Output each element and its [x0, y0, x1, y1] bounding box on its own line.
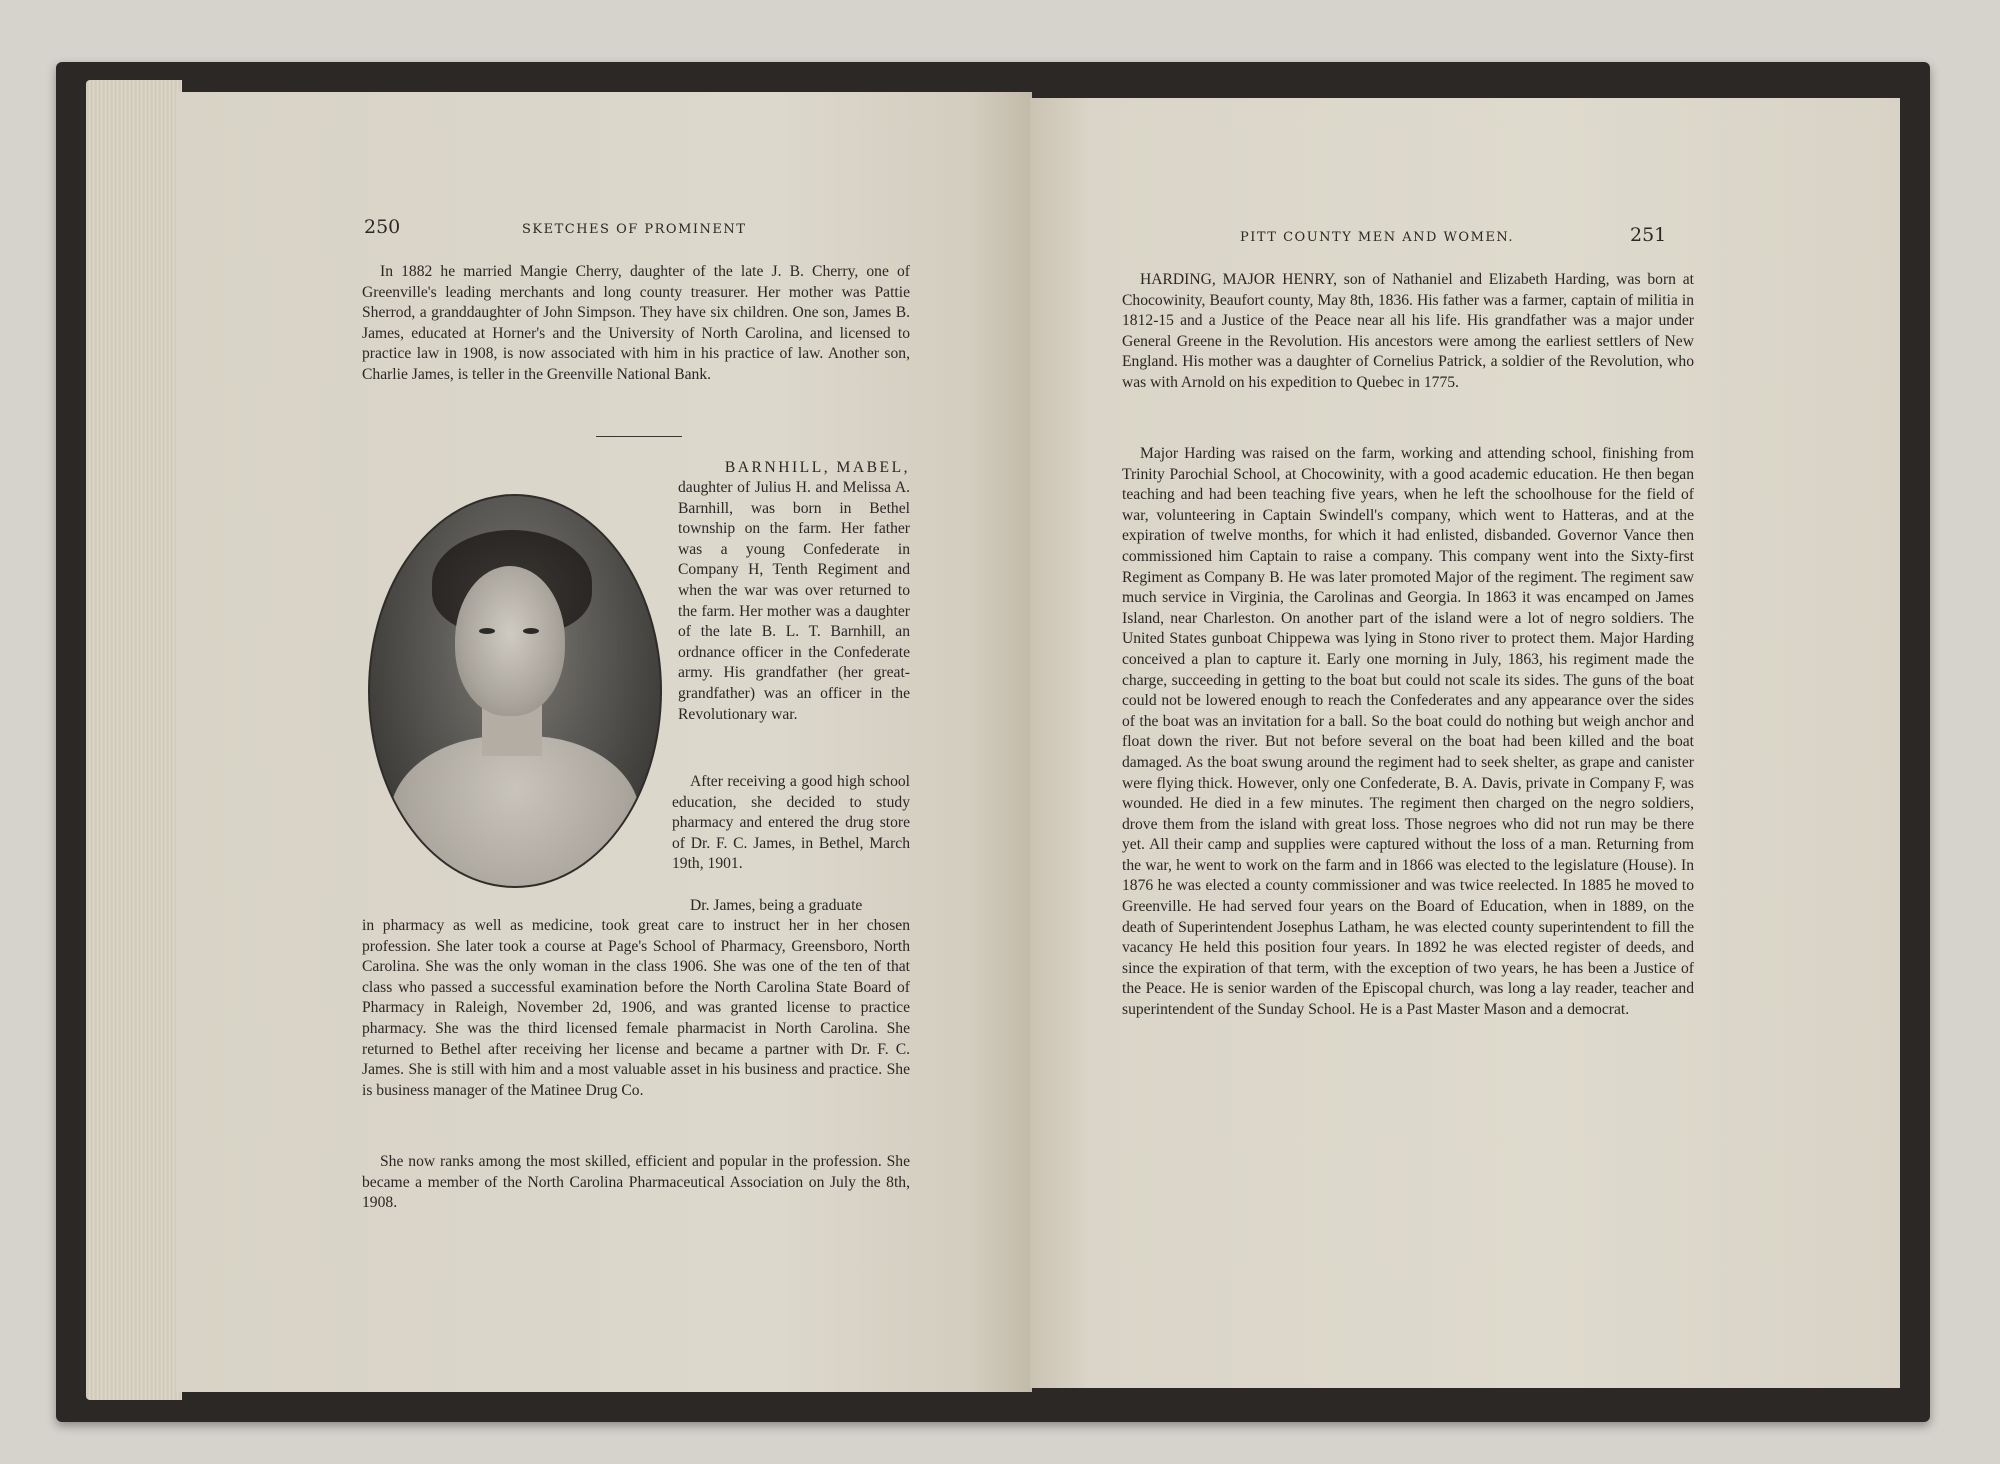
- paragraph: In 1882 he married Mangie Cherry, daughter of the late J. B. Cherry, one of Greenville's leading merchants and long county treasurer. Her mother was Pattie Sherrod, a granddaughter of John Simpson. They have six children. One son, James B. James, educated at Horner's and the University of North Carolina, and licensed to practice law in 1908, is now associated with him in his practice of law. Another son, Charlie James, is teller in the Greenville National Bank.: [362, 263, 910, 383]
- section-divider: [596, 436, 682, 437]
- paragraph: After receiving a good high school education, she decided to study pharmacy and entered the drug store of Dr. F. C. James, in Bethel, March 19th, 1901.: [672, 773, 910, 873]
- paragraph: HARDING, MAJOR HENRY, son of Nathaniel and Elizabeth Harding, was born at Chocowinity, Beaufort county, May 8th, 1836. His father was a farmer, captain of militia in 1812-15 and a Justice of the Peace near all his life. His grandfather was a major under General Greene in the Revolution. His ancestors were among the earliest settlers of New England. His mother was a daughter of Cornelius Patrick, a soldier of the Revolution, who was with Arnold on his expedition to Quebec in 1775.: [1122, 271, 1694, 391]
- entry-heading: BARNHILL, MABEL,: [724, 459, 910, 476]
- page-number: 250: [364, 216, 401, 238]
- portrait-photo: [368, 494, 662, 888]
- paragraph: daughter of Julius H. and Melissa A. Barnhill, was born in Bethel township on the farm. Her father was a young Confederate in Company H, Tenth Regiment and when the war was over returned to the farm. Her mother was a daughter of the late B. L. T. Barnhill, an ordnance officer in the Confederate army. His grandfather (her great-grandfather) was an officer in the Revolutionary war.: [678, 479, 910, 723]
- paragraph: Dr. James, being a graduate: [690, 897, 863, 914]
- paragraph: Major Harding was raised on the farm, working and attending school, finishing from Trinity Parochial School, at Chocowinity, with a good academic education. He then began teaching and had been teaching five years, when he left the schoolhouse for the field of war, volunteering in Captain Swindell's company, which went to Hatteras, and at the expiration of twelve months, for which it had enlisted, disbanded. Governor Vance then commissioned him Captain to raise a company. This company went into the Sixty-first Regiment as Company B. He was later promoted Major of the regiment. The regiment saw much service in Virginia, the Carolinas and Georgia. In 1863 it was encamped on James Island, near Charleston. On another part of the island were a lot of negro soldiers. The United States gunboat Chippewa was lying in Stono river to protect them. Major Harding conceived a plan to capture it. Early one morning in July, 1863, his regiment made the charge, succeeding in getting to the boat but could not scale its sides. The guns of the boat could not be lowered enough to reach the Confederates and any appearance over the sides of the boat was an invitation for a ball. So the boat could do nothing but weigh anchor and float down the river. But not before several on the boat had been killed and the boat damaged. As the boat swung around the regiment had to seek shelter, as grape and canister were flying thick. However, only one Confederate, B. A. Davis, private in Company F, was wounded. He died in a few minutes. The regiment then charged on the negro soldiers, drove them from the island with great loss. Those negroes who did not run may be there yet. All their camp and supplies were captured without the loss of a man. Returning from the war, he went to work on the farm and in 1866 was elected to the legislature (House). In 1876 he was elected a county commissioner and was twice reelected. In 1885 he moved to Greenville. He had served four years on the Board of Education, when in 1889, on the death of Superintendent Josephus Latham, he was elected county superintendent to fill the vacancy He held this position four years. In 1892 he was elected register of deeds, and since the expiration of that term, with the exception of two years, he has been a Justice of the Peace. He is senior warden of the Episcopal church, was long a lay reader, teacher and superintendent of the Sunday School. He is a Past Master Mason and a democrat.: [1122, 445, 1694, 1019]
- paragraph: She now ranks among the most skilled, efficient and popular in the profession. She became a member of the North Carolina Pharmaceutical Association on July the 8th, 1908.: [362, 1153, 910, 1212]
- page-number: 251: [1630, 224, 1667, 246]
- page-edges: [86, 80, 182, 1400]
- paragraph: in pharmacy as well as medicine, took great care to instruct her in her chosen profession. She later took a course at Page's School of Pharmacy, Greensboro, North Carolina. She was the only woman in the class 1906. She was one of the ten of that class who passed a successful examination before the North Carolina State Board of Pharmacy in Raleigh, November 2d, 1906, and was granted license to practice pharmacy. She was the third licensed female pharmacist in North Carolina. She returned to Bethel after receiving her license and became a partner with Dr. F. C. James. She is still with him and a most valuable asset in his business and practice. She is business manager of the Matinee Drug Co.: [362, 917, 910, 1099]
- running-head: SKETCHES OF PROMINENT: [522, 222, 747, 237]
- right-page: [1030, 98, 1900, 1388]
- running-head: PITT COUNTY MEN AND WOMEN.: [1240, 230, 1515, 245]
